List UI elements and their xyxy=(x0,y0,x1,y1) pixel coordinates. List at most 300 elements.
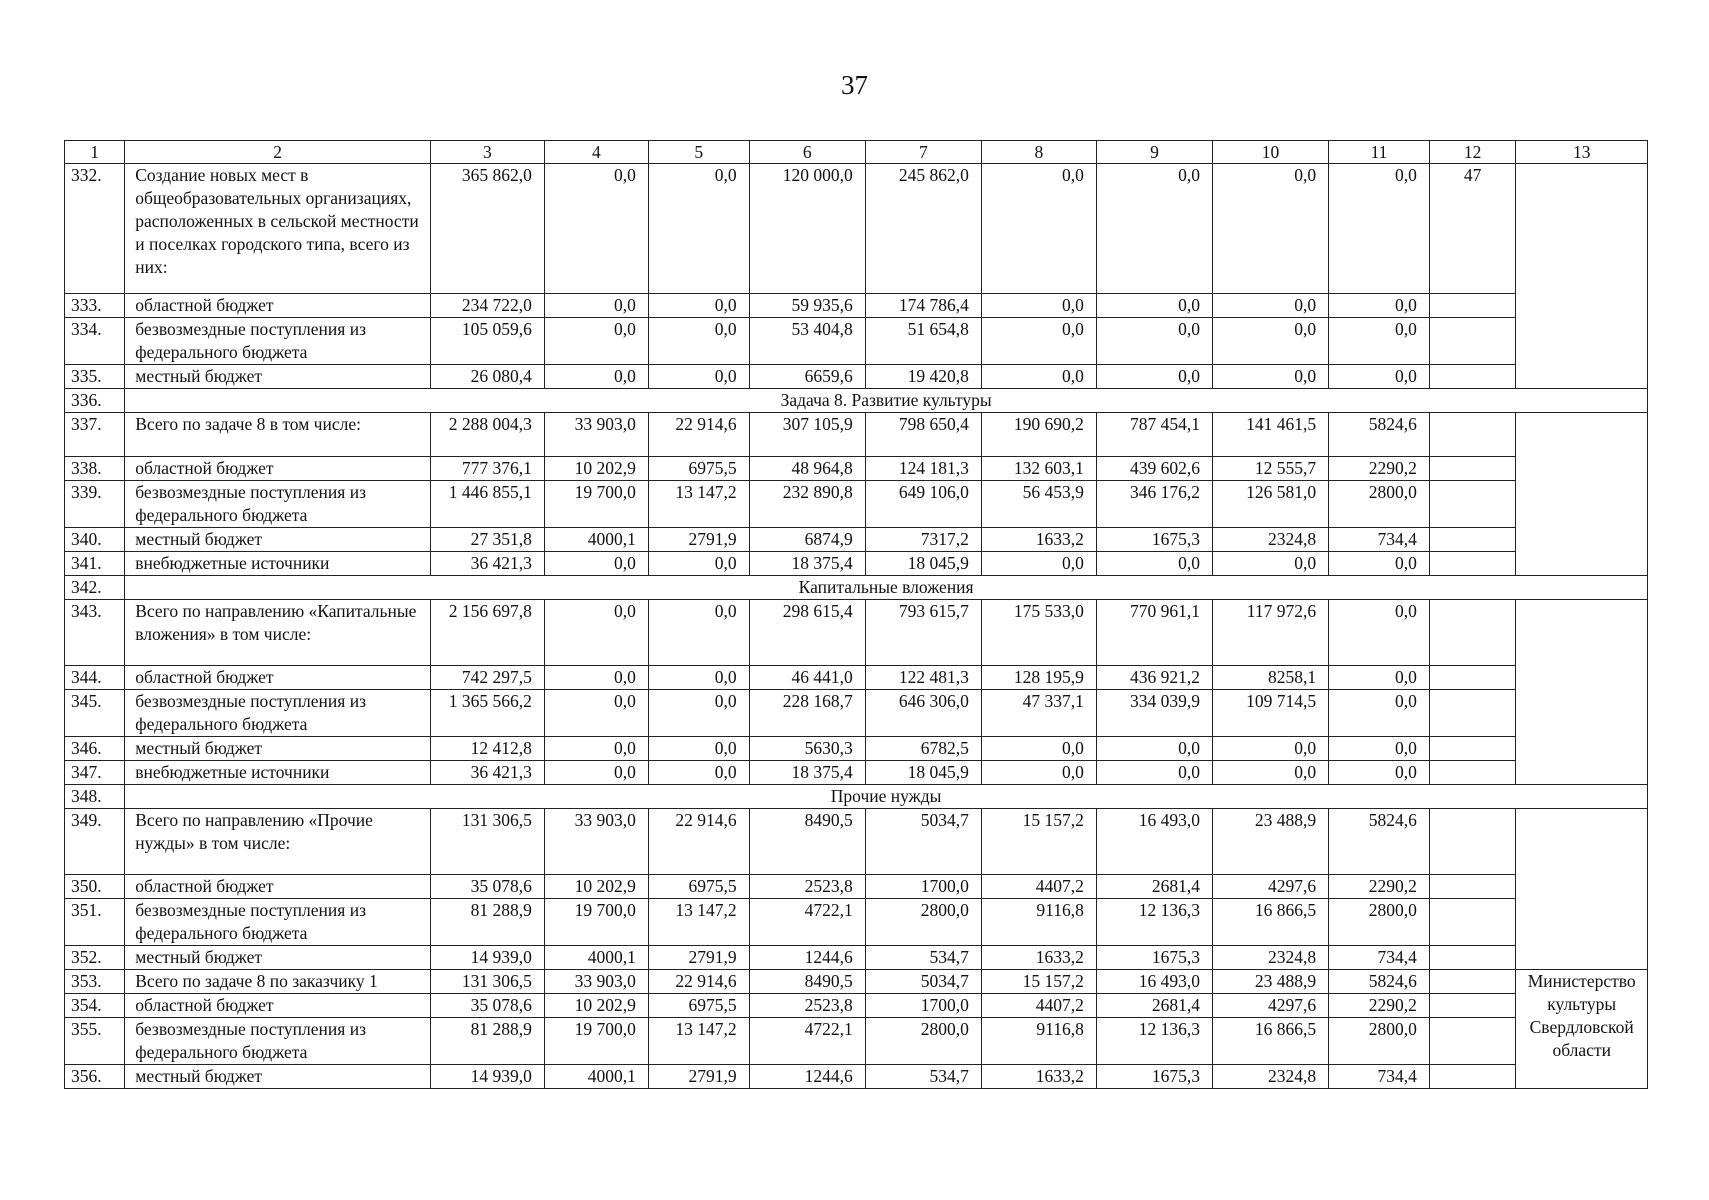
value-cell: 787 454,1 xyxy=(1096,413,1212,457)
value-cell: 228 168,7 xyxy=(749,690,865,737)
row-number: 349. xyxy=(65,809,125,875)
column-12-cell xyxy=(1429,413,1516,457)
value-cell: 4722,1 xyxy=(749,899,865,946)
value-cell: 23 488,9 xyxy=(1213,970,1329,994)
value-cell: 4722,1 xyxy=(749,1018,865,1065)
row-name: местный бюджет xyxy=(125,365,431,389)
value-cell: 7317,2 xyxy=(865,528,981,552)
column-number-header: 2 xyxy=(125,141,431,164)
value-cell: 0,0 xyxy=(981,365,1096,389)
value-cell: 10 202,9 xyxy=(544,875,648,899)
value-cell: 4297,6 xyxy=(1213,875,1329,899)
value-cell: 777 376,1 xyxy=(430,457,544,481)
value-cell: 4000,1 xyxy=(544,528,648,552)
value-cell: 0,0 xyxy=(1329,318,1430,365)
value-cell: 0,0 xyxy=(981,737,1096,761)
column-12-cell xyxy=(1429,552,1516,576)
value-cell: 2791,9 xyxy=(648,528,749,552)
value-cell: 2290,2 xyxy=(1329,875,1430,899)
value-cell: 2800,0 xyxy=(1329,899,1430,946)
column-13-cell xyxy=(1516,164,1648,389)
value-cell: 122 481,3 xyxy=(865,666,981,690)
value-cell: 0,0 xyxy=(1096,318,1212,365)
section-title: Капитальные вложения xyxy=(125,576,1648,600)
value-cell: 0,0 xyxy=(1329,294,1430,318)
table-row xyxy=(65,294,1648,318)
table-row xyxy=(65,552,1648,576)
table-row xyxy=(65,457,1648,481)
row-number: 354. xyxy=(65,994,125,1018)
value-cell: 2681,4 xyxy=(1096,875,1212,899)
value-cell: 2791,9 xyxy=(648,1065,749,1089)
value-cell: 0,0 xyxy=(1096,294,1212,318)
value-cell: 1 446 855,1 xyxy=(430,481,544,528)
value-cell: 0,0 xyxy=(1329,690,1430,737)
value-cell: 0,0 xyxy=(544,365,648,389)
value-cell: 0,0 xyxy=(1096,164,1212,294)
column-12-cell xyxy=(1429,875,1516,899)
column-12-cell xyxy=(1429,761,1516,785)
row-number: 333. xyxy=(65,294,125,318)
value-cell: 0,0 xyxy=(1329,737,1430,761)
value-cell: 0,0 xyxy=(981,318,1096,365)
section-row xyxy=(65,389,1648,413)
row-name: местный бюджет xyxy=(125,737,431,761)
value-cell: 0,0 xyxy=(544,552,648,576)
value-cell: 0,0 xyxy=(544,318,648,365)
value-cell: 0,0 xyxy=(544,294,648,318)
row-number: 355. xyxy=(65,1018,125,1065)
value-cell: 35 078,6 xyxy=(430,875,544,899)
section-title: Задача 8. Развитие культуры xyxy=(125,389,1648,413)
value-cell: 0,0 xyxy=(1329,164,1430,294)
row-number: 356. xyxy=(65,1065,125,1089)
value-cell: 742 297,5 xyxy=(430,666,544,690)
table-row xyxy=(65,1018,1648,1065)
value-cell: 365 862,0 xyxy=(430,164,544,294)
table-row xyxy=(65,318,1648,365)
column-number-header: 4 xyxy=(544,141,648,164)
row-number: 353. xyxy=(65,970,125,994)
value-cell: 4000,1 xyxy=(544,1065,648,1089)
value-cell: 0,0 xyxy=(1096,365,1212,389)
value-cell: 2290,2 xyxy=(1329,457,1430,481)
value-cell: 6782,5 xyxy=(865,737,981,761)
value-cell: 0,0 xyxy=(981,294,1096,318)
value-cell: 6659,6 xyxy=(749,365,865,389)
value-cell: 1675,3 xyxy=(1096,528,1212,552)
value-cell: 0,0 xyxy=(544,761,648,785)
value-cell: 734,4 xyxy=(1329,528,1430,552)
column-number-header: 7 xyxy=(865,141,981,164)
value-cell: 18 045,9 xyxy=(865,552,981,576)
value-cell: 0,0 xyxy=(544,737,648,761)
row-number: 339. xyxy=(65,481,125,528)
column-12-cell xyxy=(1429,1018,1516,1065)
value-cell: 56 453,9 xyxy=(981,481,1096,528)
column-12-cell xyxy=(1429,318,1516,365)
value-cell: 5034,7 xyxy=(865,970,981,994)
value-cell: 33 903,0 xyxy=(544,413,648,457)
table-row xyxy=(65,875,1648,899)
row-name: Создание новых мест в общеобразовательных организациях, расположенных в сельской местности и поселках городского типа, всего из них: xyxy=(125,164,431,294)
header-row xyxy=(65,141,1648,164)
value-cell: 2791,9 xyxy=(648,946,749,970)
table-row xyxy=(65,899,1648,946)
row-name: местный бюджет xyxy=(125,946,431,970)
value-cell: 126 581,0 xyxy=(1213,481,1329,528)
value-cell: 0,0 xyxy=(1329,552,1430,576)
column-12-cell xyxy=(1429,994,1516,1018)
value-cell: 0,0 xyxy=(981,761,1096,785)
value-cell: 5630,3 xyxy=(749,737,865,761)
table-row xyxy=(65,1065,1648,1089)
value-cell: 10 202,9 xyxy=(544,994,648,1018)
row-number: 350. xyxy=(65,875,125,899)
value-cell: 5034,7 xyxy=(865,809,981,875)
value-cell: 22 914,6 xyxy=(648,970,749,994)
row-name: внебюджетные источники xyxy=(125,761,431,785)
value-cell: 128 195,9 xyxy=(981,666,1096,690)
value-cell: 120 000,0 xyxy=(749,164,865,294)
value-cell: 0,0 xyxy=(544,666,648,690)
column-12-cell xyxy=(1429,481,1516,528)
column-12-cell xyxy=(1429,737,1516,761)
value-cell: 5824,6 xyxy=(1329,809,1430,875)
value-cell: 2800,0 xyxy=(1329,481,1430,528)
row-name: Всего по направлению «Прочие нужды» в том числе: xyxy=(125,809,431,875)
table-row xyxy=(65,970,1648,994)
value-cell: 2800,0 xyxy=(865,1018,981,1065)
row-name: безвозмездные поступления из федерального бюджета xyxy=(125,690,431,737)
value-cell: 2523,8 xyxy=(749,994,865,1018)
value-cell: 14 939,0 xyxy=(430,1065,544,1089)
value-cell: 4297,6 xyxy=(1213,994,1329,1018)
value-cell: 2324,8 xyxy=(1213,1065,1329,1089)
row-name: местный бюджет xyxy=(125,1065,431,1089)
value-cell: 0,0 xyxy=(981,552,1096,576)
column-number-header: 9 xyxy=(1096,141,1212,164)
value-cell: 131 306,5 xyxy=(430,809,544,875)
value-cell: 16 493,0 xyxy=(1096,809,1212,875)
value-cell: 5824,6 xyxy=(1329,970,1430,994)
table-row xyxy=(65,666,1648,690)
value-cell: 19 700,0 xyxy=(544,481,648,528)
table-row xyxy=(65,761,1648,785)
value-cell: 12 412,8 xyxy=(430,737,544,761)
value-cell: 298 615,4 xyxy=(749,600,865,666)
table-row xyxy=(65,164,1648,294)
value-cell: 19 700,0 xyxy=(544,899,648,946)
row-number: 344. xyxy=(65,666,125,690)
table-row xyxy=(65,737,1648,761)
value-cell: 124 181,3 xyxy=(865,457,981,481)
column-13-cell xyxy=(1516,809,1648,970)
value-cell: 6975,5 xyxy=(648,875,749,899)
value-cell: 33 903,0 xyxy=(544,970,648,994)
value-cell: 2 156 697,8 xyxy=(430,600,544,666)
value-cell: 2800,0 xyxy=(865,899,981,946)
value-cell: 15 157,2 xyxy=(981,970,1096,994)
value-cell: 4407,2 xyxy=(981,994,1096,1018)
table-row xyxy=(65,365,1648,389)
value-cell: 46 441,0 xyxy=(749,666,865,690)
value-cell: 2324,8 xyxy=(1213,528,1329,552)
value-cell: 734,4 xyxy=(1329,1065,1430,1089)
value-cell: 117 972,6 xyxy=(1213,600,1329,666)
row-number: 338. xyxy=(65,457,125,481)
value-cell: 0,0 xyxy=(648,666,749,690)
value-cell: 81 288,9 xyxy=(430,899,544,946)
page-number: 37 xyxy=(841,70,868,100)
value-cell: 346 176,2 xyxy=(1096,481,1212,528)
row-name: областной бюджет xyxy=(125,875,431,899)
value-cell: 13 147,2 xyxy=(648,1018,749,1065)
value-cell: 4407,2 xyxy=(981,875,1096,899)
value-cell: 9116,8 xyxy=(981,899,1096,946)
column-number-header: 8 xyxy=(981,141,1096,164)
value-cell: 14 939,0 xyxy=(430,946,544,970)
row-name: областной бюджет xyxy=(125,666,431,690)
column-12-cell xyxy=(1429,690,1516,737)
column-12-cell xyxy=(1429,970,1516,994)
value-cell: 649 106,0 xyxy=(865,481,981,528)
value-cell: 51 654,8 xyxy=(865,318,981,365)
value-cell: 0,0 xyxy=(1213,294,1329,318)
value-cell: 1 365 566,2 xyxy=(430,690,544,737)
value-cell: 19 420,8 xyxy=(865,365,981,389)
value-cell: 0,0 xyxy=(544,690,648,737)
column-12-cell xyxy=(1429,528,1516,552)
value-cell: 9116,8 xyxy=(981,1018,1096,1065)
row-number: 337. xyxy=(65,413,125,457)
value-cell: 36 421,3 xyxy=(430,552,544,576)
section-row xyxy=(65,785,1648,809)
column-13-cell xyxy=(1516,600,1648,785)
value-cell: 436 921,2 xyxy=(1096,666,1212,690)
value-cell: 0,0 xyxy=(648,600,749,666)
value-cell: 141 461,5 xyxy=(1213,413,1329,457)
value-cell: 2290,2 xyxy=(1329,994,1430,1018)
table-row xyxy=(65,413,1648,457)
column-12-cell: 47 xyxy=(1429,164,1516,294)
table-row xyxy=(65,994,1648,1018)
value-cell: 13 147,2 xyxy=(648,481,749,528)
value-cell: 8490,5 xyxy=(749,809,865,875)
customer-cell: Министерство культуры Свердловской области xyxy=(1516,970,1648,1089)
value-cell: 0,0 xyxy=(648,365,749,389)
value-cell: 0,0 xyxy=(1213,164,1329,294)
column-number-header: 6 xyxy=(749,141,865,164)
row-number: 341. xyxy=(65,552,125,576)
value-cell: 1675,3 xyxy=(1096,946,1212,970)
value-cell: 234 722,0 xyxy=(430,294,544,318)
value-cell: 0,0 xyxy=(1213,761,1329,785)
value-cell: 6975,5 xyxy=(648,994,749,1018)
row-name: областной бюджет xyxy=(125,294,431,318)
value-cell: 132 603,1 xyxy=(981,457,1096,481)
row-number: 346. xyxy=(65,737,125,761)
value-cell: 0,0 xyxy=(544,164,648,294)
value-cell: 27 351,8 xyxy=(430,528,544,552)
value-cell: 2523,8 xyxy=(749,875,865,899)
value-cell: 0,0 xyxy=(1329,761,1430,785)
row-number: 336. xyxy=(65,389,125,413)
value-cell: 16 493,0 xyxy=(1096,970,1212,994)
value-cell: 18 045,9 xyxy=(865,761,981,785)
value-cell: 8258,1 xyxy=(1213,666,1329,690)
column-number-header: 13 xyxy=(1516,141,1648,164)
table-row xyxy=(65,809,1648,875)
section-row xyxy=(65,576,1648,600)
value-cell: 1700,0 xyxy=(865,875,981,899)
row-number: 343. xyxy=(65,600,125,666)
row-name: областной бюджет xyxy=(125,457,431,481)
value-cell: 0,0 xyxy=(544,600,648,666)
table-row xyxy=(65,528,1648,552)
column-number-header: 3 xyxy=(430,141,544,164)
row-name: безвозмездные поступления из федерального бюджета xyxy=(125,899,431,946)
value-cell: 0,0 xyxy=(648,164,749,294)
value-cell: 18 375,4 xyxy=(749,552,865,576)
value-cell: 19 700,0 xyxy=(544,1018,648,1065)
row-name: Всего по направлению «Капитальные вложения» в том числе: xyxy=(125,600,431,666)
value-cell: 793 615,7 xyxy=(865,600,981,666)
row-name: безвозмездные поступления из федерального бюджета xyxy=(125,1018,431,1065)
column-12-cell xyxy=(1429,809,1516,875)
value-cell: 1633,2 xyxy=(981,528,1096,552)
column-12-cell xyxy=(1429,899,1516,946)
value-cell: 2 288 004,3 xyxy=(430,413,544,457)
value-cell: 0,0 xyxy=(1329,600,1430,666)
column-13-cell xyxy=(1516,413,1648,576)
value-cell: 36 421,3 xyxy=(430,761,544,785)
row-name: Всего по задаче 8 по заказчику 1 xyxy=(125,970,431,994)
row-number: 340. xyxy=(65,528,125,552)
value-cell: 22 914,6 xyxy=(648,809,749,875)
value-cell: 798 650,4 xyxy=(865,413,981,457)
row-number: 345. xyxy=(65,690,125,737)
column-12-cell xyxy=(1429,457,1516,481)
value-cell: 734,4 xyxy=(1329,946,1430,970)
value-cell: 0,0 xyxy=(1096,761,1212,785)
column-12-cell xyxy=(1429,946,1516,970)
value-cell: 0,0 xyxy=(648,737,749,761)
value-cell: 245 862,0 xyxy=(865,164,981,294)
column-number-header: 5 xyxy=(648,141,749,164)
value-cell: 16 866,5 xyxy=(1213,1018,1329,1065)
row-name: местный бюджет xyxy=(125,528,431,552)
column-number-header: 10 xyxy=(1213,141,1329,164)
value-cell: 12 136,3 xyxy=(1096,899,1212,946)
value-cell: 4000,1 xyxy=(544,946,648,970)
value-cell: 770 961,1 xyxy=(1096,600,1212,666)
value-cell: 131 306,5 xyxy=(430,970,544,994)
value-cell: 0,0 xyxy=(1096,552,1212,576)
value-cell: 10 202,9 xyxy=(544,457,648,481)
value-cell: 0,0 xyxy=(648,761,749,785)
column-12-cell xyxy=(1429,600,1516,666)
column-number-header: 12 xyxy=(1429,141,1516,164)
value-cell: 59 935,6 xyxy=(749,294,865,318)
value-cell: 439 602,6 xyxy=(1096,457,1212,481)
value-cell: 1244,6 xyxy=(749,946,865,970)
value-cell: 33 903,0 xyxy=(544,809,648,875)
value-cell: 53 404,8 xyxy=(749,318,865,365)
table-row xyxy=(65,481,1648,528)
value-cell: 6975,5 xyxy=(648,457,749,481)
value-cell: 1700,0 xyxy=(865,994,981,1018)
column-12-cell xyxy=(1429,1065,1516,1089)
row-number: 334. xyxy=(65,318,125,365)
value-cell: 534,7 xyxy=(865,946,981,970)
value-cell: 334 039,9 xyxy=(1096,690,1212,737)
value-cell: 16 866,5 xyxy=(1213,899,1329,946)
value-cell: 5824,6 xyxy=(1329,413,1430,457)
value-cell: 1633,2 xyxy=(981,1065,1096,1089)
row-number: 348. xyxy=(65,785,125,809)
column-12-cell xyxy=(1429,365,1516,389)
value-cell: 190 690,2 xyxy=(981,413,1096,457)
value-cell: 0,0 xyxy=(648,294,749,318)
value-cell: 2800,0 xyxy=(1329,1018,1430,1065)
value-cell: 47 337,1 xyxy=(981,690,1096,737)
value-cell: 646 306,0 xyxy=(865,690,981,737)
value-cell: 0,0 xyxy=(648,552,749,576)
value-cell: 6874,9 xyxy=(749,528,865,552)
column-12-cell xyxy=(1429,666,1516,690)
value-cell: 1675,3 xyxy=(1096,1065,1212,1089)
value-cell: 1244,6 xyxy=(749,1065,865,1089)
value-cell: 23 488,9 xyxy=(1213,809,1329,875)
value-cell: 0,0 xyxy=(1213,737,1329,761)
value-cell: 12 555,7 xyxy=(1213,457,1329,481)
table-row xyxy=(65,600,1648,666)
value-cell: 35 078,6 xyxy=(430,994,544,1018)
row-name: внебюджетные источники xyxy=(125,552,431,576)
value-cell: 105 059,6 xyxy=(430,318,544,365)
value-cell: 0,0 xyxy=(1329,365,1430,389)
column-number-header: 11 xyxy=(1329,141,1430,164)
value-cell: 18 375,4 xyxy=(749,761,865,785)
value-cell: 12 136,3 xyxy=(1096,1018,1212,1065)
row-number: 335. xyxy=(65,365,125,389)
value-cell: 0,0 xyxy=(1329,666,1430,690)
value-cell: 109 714,5 xyxy=(1213,690,1329,737)
value-cell: 307 105,9 xyxy=(749,413,865,457)
row-name: областной бюджет xyxy=(125,994,431,1018)
value-cell: 0,0 xyxy=(648,690,749,737)
row-number: 351. xyxy=(65,899,125,946)
column-12-cell xyxy=(1429,294,1516,318)
row-number: 352. xyxy=(65,946,125,970)
value-cell: 0,0 xyxy=(1096,737,1212,761)
row-name: Всего по задаче 8 в том числе: xyxy=(125,413,431,457)
value-cell: 534,7 xyxy=(865,1065,981,1089)
row-number: 347. xyxy=(65,761,125,785)
value-cell: 174 786,4 xyxy=(865,294,981,318)
value-cell: 0,0 xyxy=(981,164,1096,294)
value-cell: 2681,4 xyxy=(1096,994,1212,1018)
value-cell: 0,0 xyxy=(1213,318,1329,365)
value-cell: 15 157,2 xyxy=(981,809,1096,875)
row-number: 342. xyxy=(65,576,125,600)
row-number: 332. xyxy=(65,164,125,294)
row-name: безвозмездные поступления из федерального бюджета xyxy=(125,318,431,365)
value-cell: 13 147,2 xyxy=(648,899,749,946)
value-cell: 26 080,4 xyxy=(430,365,544,389)
value-cell: 0,0 xyxy=(1213,552,1329,576)
